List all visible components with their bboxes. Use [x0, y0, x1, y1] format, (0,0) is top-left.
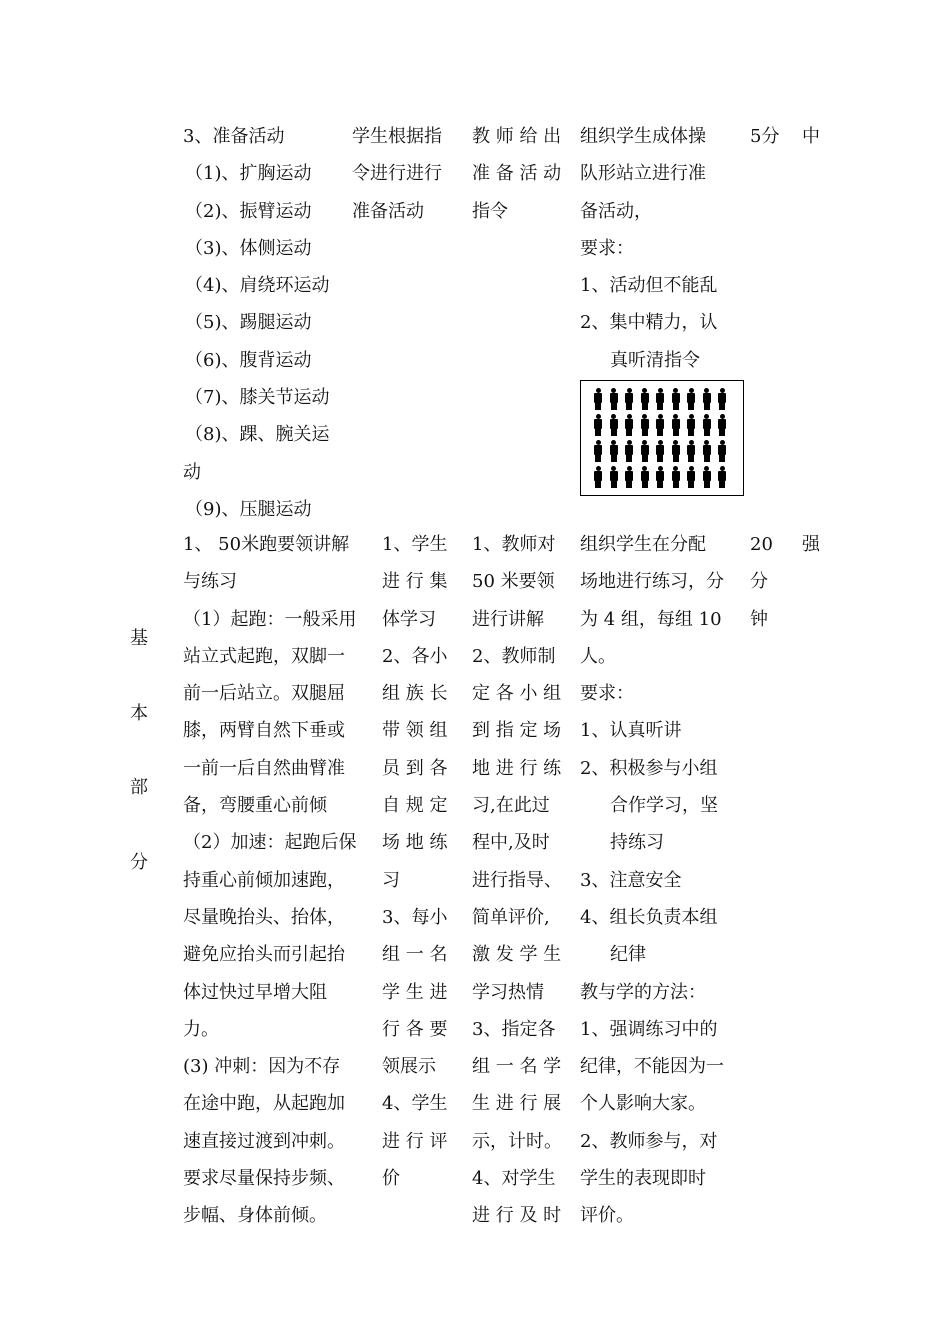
content-line: 尽量晚抬头、抬体，: [183, 906, 345, 928]
organization-line: 1、认真听讲: [580, 720, 682, 742]
person-icon: [685, 466, 697, 490]
time-column: [750, 118, 800, 155]
content-line: 速直接过渡到冲刺。: [183, 1130, 345, 1152]
person-icon: [608, 466, 620, 490]
teacher-line: 组 一 名 学: [472, 1056, 562, 1078]
person-icon: [639, 466, 651, 490]
student-activity-column-2: [382, 526, 447, 1197]
content-line: （3)、体侧运动: [185, 237, 312, 259]
student-line: 体学习: [382, 608, 436, 630]
organization-line: 3、注意安全: [580, 869, 682, 891]
time-value: 分: [750, 571, 768, 593]
teacher-line: 程中,及时: [472, 832, 550, 854]
time-value: 20: [750, 534, 773, 555]
student-line: 进 行 集: [382, 571, 448, 593]
time-value: 5分: [750, 126, 780, 147]
content-line: 力。: [183, 1018, 219, 1040]
organization-line: 纪律: [610, 944, 646, 966]
person-icon: [685, 414, 697, 438]
person-icon: [654, 388, 666, 412]
person-icon: [701, 388, 713, 412]
organization-line: 人。: [580, 645, 616, 667]
person-icon: [670, 466, 682, 490]
content-column: [183, 118, 373, 528]
content-line: （2）加速：起跑后保: [183, 832, 357, 854]
content-line: 膝，两臂自然下垂或: [183, 720, 345, 742]
intensity-column-2: [802, 526, 820, 563]
teacher-line: 4、对学生: [472, 1168, 556, 1190]
person-icon: [654, 466, 666, 490]
organization-line: 持练习: [610, 832, 664, 854]
organization-line: 1、强调练习中的: [580, 1018, 718, 1040]
organization-line: 2、集中精力，认: [580, 312, 718, 334]
student-line: 价: [382, 1168, 400, 1190]
content-line: （6)、腹背运动: [185, 349, 312, 371]
student-line: 带 领 组: [382, 720, 448, 742]
person-icon: [623, 440, 635, 464]
student-line: 自 规 定: [382, 795, 448, 817]
content-line: 在途中跑，从起跑加: [183, 1093, 345, 1115]
person-icon: [623, 388, 635, 412]
person-icon: [592, 388, 604, 412]
organization-line: 评价。: [580, 1205, 634, 1227]
section-title-char: 部: [130, 777, 148, 798]
person-icon: [716, 466, 728, 490]
person-icon: [670, 414, 682, 438]
person-icon: [639, 440, 651, 464]
person-icon: [701, 466, 713, 490]
content-line: 持重心前倾加速跑，: [183, 869, 345, 891]
person-icon: [670, 388, 682, 412]
student-line: 准备活动: [352, 200, 424, 222]
person-icon: [608, 440, 620, 464]
teacher-line: 进行讲解: [472, 608, 544, 630]
student-line: 学生根据指: [352, 126, 442, 147]
organization-line: 2、积极参与小组: [580, 757, 718, 779]
organization-column-2: [580, 526, 724, 1235]
organization-line: 学生的表现即时: [580, 1168, 706, 1190]
teacher-line: 地 进 行 练: [472, 757, 562, 779]
teacher-line: 示，计时。: [472, 1130, 562, 1152]
content-line: 避免应抬头而引起抬: [183, 944, 345, 966]
teacher-line: 进行指导、: [472, 869, 562, 891]
organization-line: 真听清指令: [610, 349, 700, 371]
organization-line: 为 4 组，每组 10: [580, 608, 722, 630]
teacher-line: 教 师 给 出: [472, 126, 562, 147]
student-line: 学 生 进: [382, 981, 448, 1003]
section-title: [130, 620, 148, 918]
content-line: 动: [183, 461, 201, 483]
student-line: 组 一 名: [382, 944, 448, 966]
person-icon: [716, 414, 728, 438]
student-line: 组 族 长: [382, 683, 448, 705]
person-icon: [639, 388, 651, 412]
teacher-line: 简单评价,: [472, 906, 550, 928]
section-title-char: 本: [130, 702, 148, 724]
organization-line: 要求：: [580, 683, 634, 705]
teacher-line: 指令: [472, 200, 508, 222]
content-line: 一前一后自然曲臂准: [183, 757, 345, 779]
person-icon: [701, 440, 713, 464]
person-icon: [639, 414, 651, 438]
teacher-line: 激 发 学 生: [472, 944, 562, 966]
student-line: 4、学生: [382, 1093, 448, 1115]
content-line: 1、 50米跑要领讲解: [183, 534, 350, 555]
student-line: 场 地 练: [382, 832, 448, 854]
student-line: 行 各 要: [382, 1018, 448, 1040]
content-line: （1)、扩胸运动: [185, 163, 312, 185]
person-icon: [685, 388, 697, 412]
teacher-line: 2、教师制: [472, 645, 556, 667]
student-line: 1、学生: [382, 534, 448, 555]
person-icon: [654, 414, 666, 438]
content-line: （1）起跑：一般采用: [183, 608, 357, 630]
content-line: （4)、肩绕环运动: [185, 275, 330, 297]
time-column-2: [750, 526, 773, 638]
person-icon: [592, 466, 604, 490]
person-icon: [608, 414, 620, 438]
teacher-line: 定 各 小 组: [472, 683, 562, 705]
student-line: 习: [382, 869, 400, 891]
teacher-line: 准 备 活 动: [472, 163, 562, 185]
intensity-column: [802, 118, 832, 155]
person-icon: [623, 466, 635, 490]
person-icon: [716, 388, 728, 412]
teacher-line: 进 行 及 时: [472, 1205, 562, 1227]
person-icon: [592, 414, 604, 438]
content-line: （2)、振臂运动: [185, 200, 312, 222]
teacher-line: 习,在此过: [472, 795, 550, 817]
teacher-line: 到 指 定 场: [472, 720, 562, 742]
content-line: 站立式起跑，双脚一: [183, 645, 345, 667]
person-icon: [592, 440, 604, 464]
teacher-activity-column-2: [472, 526, 562, 1235]
student-activity-column: [352, 118, 462, 230]
content-line: 前一后站立。双腿屈: [183, 683, 345, 705]
organization-line: 组织学生成体操: [580, 126, 706, 147]
content-line: 与练习: [183, 571, 237, 593]
organization-column: [580, 118, 740, 379]
organization-line: 2、教师参与，对: [580, 1130, 718, 1152]
student-line: 进 行 评: [382, 1130, 448, 1152]
organization-line: 教与学的方法：: [580, 981, 706, 1003]
time-value: 钟: [750, 608, 768, 630]
teacher-line: 1、教师对: [472, 534, 556, 555]
formation-diagram: [580, 380, 744, 496]
person-icon: [685, 440, 697, 464]
content-line: 体过快过早增大阻: [183, 981, 327, 1003]
content-line: 步幅、身体前倾。: [183, 1205, 327, 1227]
teacher-line: 学习热情: [472, 981, 544, 1003]
organization-line: 备活动，: [580, 200, 652, 222]
content-line: 要求尽量保持步频、: [183, 1168, 345, 1190]
organization-line: 场地进行练习，分: [580, 571, 724, 593]
organization-line: 1、活动但不能乱: [580, 275, 718, 297]
content-line: （8)、踝、腕关运: [185, 424, 330, 446]
person-icon: [701, 414, 713, 438]
teacher-line: 3、指定各: [472, 1018, 556, 1040]
organization-line: 队形站立进行准: [580, 163, 706, 185]
person-icon: [608, 388, 620, 412]
student-line: 领展示: [382, 1056, 436, 1078]
content-line: 备，弯腰重心前倾: [183, 795, 327, 817]
teacher-activity-column: [472, 118, 572, 230]
section-title-char: 分: [130, 851, 148, 873]
student-line: 令进行进行: [352, 163, 442, 185]
content-column-2: [183, 526, 356, 1235]
organization-line: 4、组长负责本组: [580, 906, 718, 928]
content-line: (3) 冲刺：因为不存: [183, 1056, 341, 1078]
intensity-value: 中: [802, 126, 820, 147]
person-icon: [654, 440, 666, 464]
person-icon: [670, 440, 682, 464]
content-line: （7)、膝关节运动: [185, 387, 330, 409]
teacher-line: 50 米要领: [472, 571, 555, 593]
teacher-line: 生 进 行 展: [472, 1093, 562, 1115]
student-line: 2、各小: [382, 645, 448, 667]
section-title-char: 基: [130, 628, 148, 649]
organization-line: 纪律，不能因为一: [580, 1056, 724, 1078]
student-line: 员 到 各: [382, 757, 448, 779]
content-line: （5)、踢腿运动: [185, 312, 312, 334]
student-line: 3、每小: [382, 906, 448, 928]
person-icon: [623, 414, 635, 438]
person-icon: [716, 440, 728, 464]
intensity-value: 强: [802, 534, 820, 555]
organization-line: 组织学生在分配: [580, 534, 706, 555]
organization-line: 个人影响大家。: [580, 1093, 706, 1115]
content-line: （9)、压腿运动: [185, 498, 312, 520]
organization-line: 要求：: [580, 237, 634, 259]
organization-line: 合作学习，坚: [610, 795, 718, 817]
content-line: 3、准备活动: [183, 126, 285, 147]
